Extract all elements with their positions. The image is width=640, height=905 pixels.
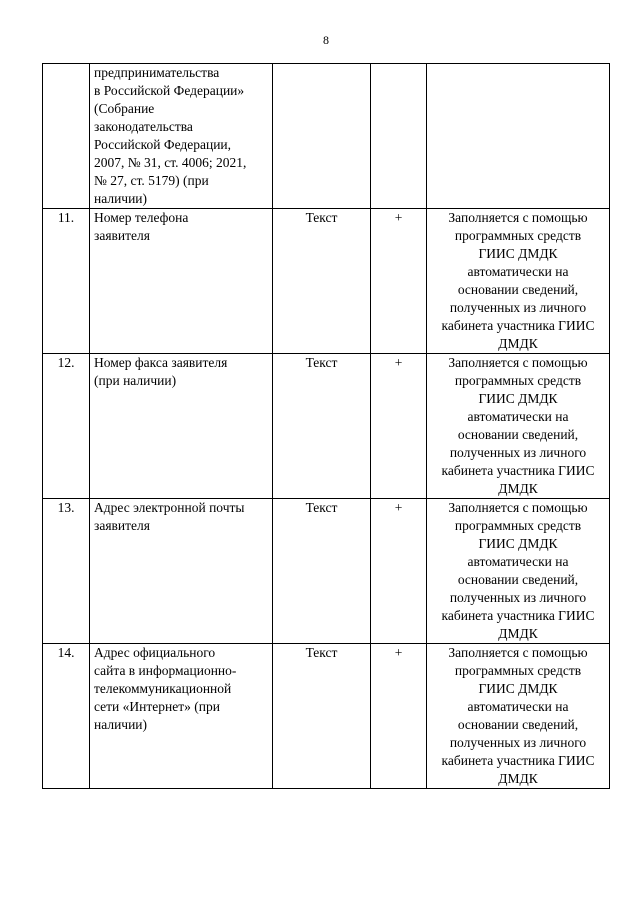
name-line: заявителя: [94, 228, 150, 243]
name-line: наличии): [94, 717, 148, 732]
cell-type: [273, 64, 371, 209]
requirements-table: [42, 63, 610, 789]
name-line: заявителя: [94, 518, 150, 533]
name-line: сети «Интернет» (при: [94, 699, 220, 714]
name-line: телекоммуникационной: [94, 681, 232, 696]
note-line: полученных из личного: [449, 300, 587, 315]
cell-number: 11.: [43, 209, 90, 354]
note-line: Заполняется с помощью: [448, 210, 588, 225]
note-line: ГИИС ДМДК: [478, 391, 558, 406]
note-line: программных средств: [454, 228, 582, 243]
note-line: кабинета участника ГИИС: [441, 463, 595, 478]
note-line: автоматически на: [467, 409, 569, 424]
note-line: основании сведений,: [457, 282, 579, 297]
note-line: основании сведений,: [457, 427, 579, 442]
cell-name: [90, 354, 273, 499]
table-row: [43, 209, 610, 354]
note-line: ДМДК: [498, 336, 538, 351]
table-row: [43, 354, 610, 499]
note-line: автоматически на: [467, 264, 569, 279]
name-line: законодательства: [94, 119, 193, 134]
note-line: программных средств: [454, 518, 582, 533]
note-line: автоматически на: [467, 554, 569, 569]
note-line: программных средств: [454, 373, 582, 388]
cell-required: [371, 64, 427, 209]
name-line: Адрес официального: [94, 645, 216, 660]
name-line: Номер факса заявителя: [94, 355, 228, 370]
cell-required: +: [371, 499, 427, 644]
note-line: автоматически на: [467, 699, 569, 714]
name-line: наличии): [94, 191, 148, 206]
name-line: сайта в информационно-: [94, 663, 237, 678]
cell-name: [90, 209, 273, 354]
name-line: (Собрание: [94, 101, 155, 116]
table-row: [43, 644, 610, 789]
cell-note: [427, 64, 610, 209]
note-line: ГИИС ДМДК: [478, 681, 558, 696]
note-line: ГИИС ДМДК: [478, 536, 558, 551]
note-line: ДМДК: [498, 481, 538, 496]
note-line: полученных из личного: [449, 590, 587, 605]
note-line: Заполняется с помощью: [448, 500, 588, 515]
cell-note: [427, 354, 610, 499]
name-line: (при наличии): [94, 373, 177, 388]
table-row-continuation: [43, 64, 610, 209]
note-line: ДМДК: [498, 771, 538, 786]
name-line: предпринимательства: [94, 65, 220, 80]
name-line: Номер телефона: [94, 210, 189, 225]
note-line: ДМДК: [498, 626, 538, 641]
cell-type: Текст: [273, 354, 371, 499]
note-line: Заполняется с помощью: [448, 355, 588, 370]
cell-required: +: [371, 209, 427, 354]
cell-number: 12.: [43, 354, 90, 499]
cell-required: +: [371, 644, 427, 789]
name-line: Адрес электронной почты: [94, 500, 245, 515]
note-line: полученных из личного: [449, 445, 587, 460]
cell-note: [427, 644, 610, 789]
note-line: Заполняется с помощью: [448, 645, 588, 660]
cell-type: Текст: [273, 209, 371, 354]
name-line: Российской Федерации,: [94, 137, 232, 152]
cell-number: [43, 64, 90, 209]
cell-number: 14.: [43, 644, 90, 789]
cell-note: [427, 499, 610, 644]
cell-note: [427, 209, 610, 354]
table-row: [43, 499, 610, 644]
name-line: № 27, ст. 5179) (при: [94, 173, 209, 188]
note-line: программных средств: [454, 663, 582, 678]
cell-type: Текст: [273, 644, 371, 789]
cell-type: Текст: [273, 499, 371, 644]
cell-required: +: [371, 354, 427, 499]
cell-name: [90, 644, 273, 789]
note-line: ГИИС ДМДК: [478, 246, 558, 261]
cell-name: [90, 499, 273, 644]
cell-name: [90, 64, 273, 209]
page-number: 8: [323, 33, 329, 47]
note-line: кабинета участника ГИИС: [441, 608, 595, 623]
name-line: 2007, № 31, ст. 4006; 2021,: [94, 155, 247, 170]
note-line: полученных из личного: [449, 735, 587, 750]
cell-number: 13.: [43, 499, 90, 644]
note-line: основании сведений,: [457, 572, 579, 587]
name-line: в Российской Федерации»: [94, 83, 245, 98]
note-line: кабинета участника ГИИС: [441, 753, 595, 768]
note-line: основании сведений,: [457, 717, 579, 732]
note-line: кабинета участника ГИИС: [441, 318, 595, 333]
